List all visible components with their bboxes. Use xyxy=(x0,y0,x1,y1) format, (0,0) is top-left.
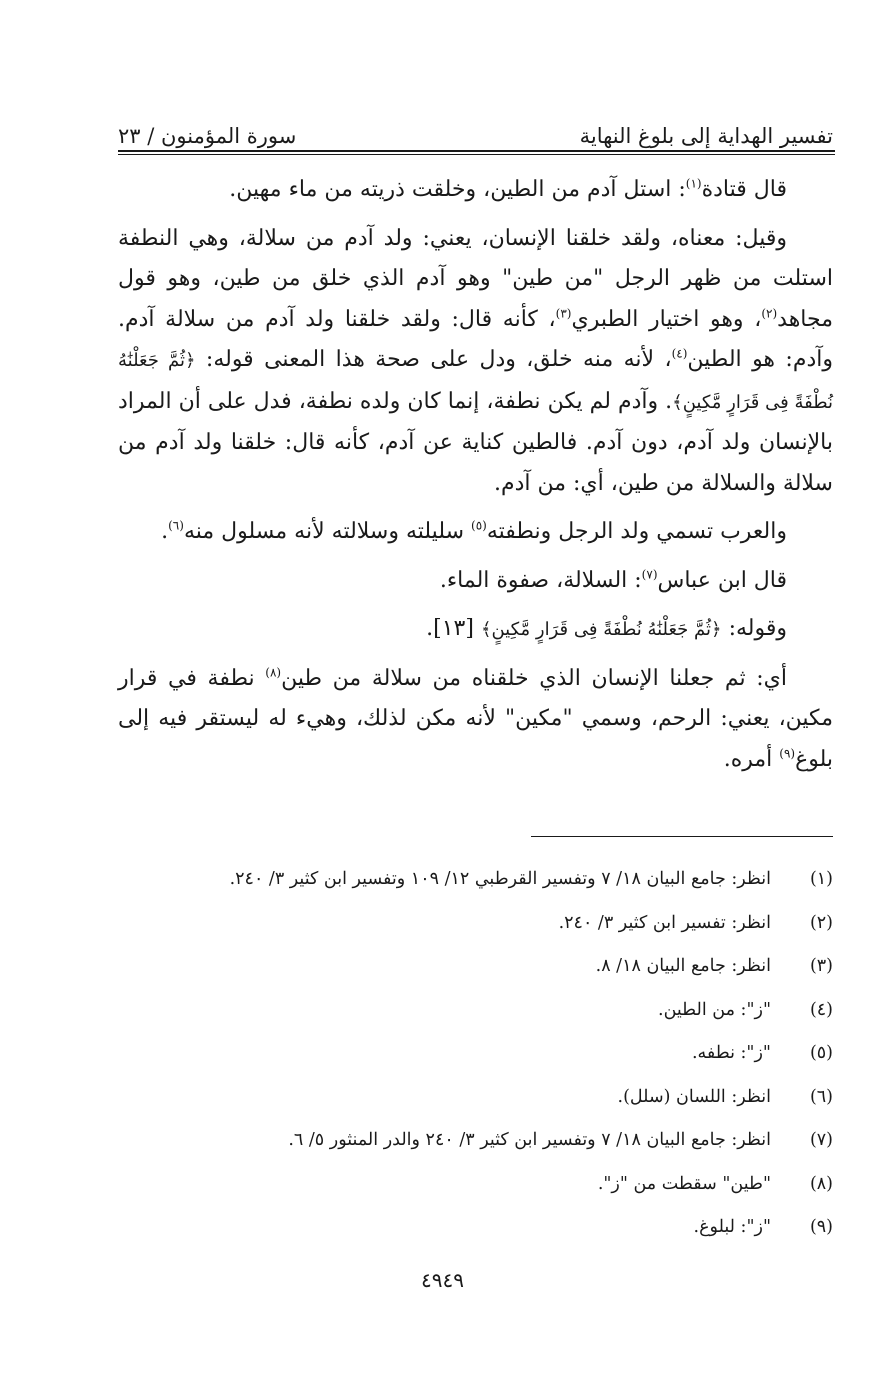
footnotes xyxy=(118,858,833,1250)
footnote-marker: (٩) xyxy=(779,746,796,761)
page-number: ٤٩٤٩ xyxy=(421,1268,464,1292)
footnote-marker: (٧) xyxy=(641,567,658,582)
surah-label: سورة المؤمنون / ٢٣ xyxy=(118,124,297,148)
footnote-text: انظر: تفسير ابن كثير ٣/ ٢٤٠. xyxy=(558,912,771,933)
footnote-number: (٣) xyxy=(809,956,833,976)
text-run: قال ابن عباس xyxy=(657,567,787,593)
footnote-number: (٥) xyxy=(809,1043,833,1063)
footnote-separator xyxy=(531,836,833,837)
text-run: ، وهو اختيار الطبري xyxy=(571,306,762,332)
footnote-item xyxy=(118,989,833,1033)
text-run: أمره. xyxy=(723,746,780,772)
text-run: قال قتادة xyxy=(701,177,787,202)
footnote-item xyxy=(118,1032,833,1076)
header-rule-thin xyxy=(118,154,835,155)
footnote-text: انظر: جامع البيان ١٨/ ٧ وتفسير القرطبي ١٢/ ١٠٩ وتفسير ابن كثير ٣/ ٢٤٠. xyxy=(229,869,771,889)
text-run: أي: ثم جعلنا الإنسان الذي خلقناه من سلالة من طين xyxy=(281,665,787,691)
footnote-text: انظر: اللسان (سلل). xyxy=(617,1086,771,1107)
footnote-marker: (١) xyxy=(685,176,702,191)
text-run: ، كأنه قال: ولقد خلقنا ولد آدم من سلالة آدم. وآدم: هو الطين xyxy=(118,306,833,372)
text-run: سليلته وسلالته لأنه مسلول منه xyxy=(183,519,472,544)
main-text xyxy=(118,170,833,780)
running-header xyxy=(118,112,833,148)
text-run: وقوله: xyxy=(721,616,787,641)
footnote-item xyxy=(118,1076,833,1120)
paragraph-qatada xyxy=(118,170,833,211)
footnote-marker: (٢) xyxy=(761,306,778,321)
footnote-marker: (٦) xyxy=(168,518,184,533)
text-run: والعرب تسمي ولد الرجل ونطفته xyxy=(486,519,787,544)
text-run: . وآدم لم يكن نطفة، إنما كان ولده نطفة، فدل على أن المراد بالإنسان ولد آدم، دون آدم. فالطين كناية عن آدم، كأنه قال: خلقنا ولد آدم من سلالة والسلالة من طين، أي: من آدم. xyxy=(118,388,833,496)
footnote-item xyxy=(118,945,833,989)
footnote-number: (٨) xyxy=(809,1173,833,1194)
text-run: . xyxy=(161,519,169,544)
footnote-number: (٢) xyxy=(809,912,833,933)
footnote-item xyxy=(118,1163,833,1207)
text-run: ، لأنه منه خلق، ودل على صحة هذا المعنى قوله: xyxy=(195,347,672,372)
footnote-marker: (٤) xyxy=(671,346,688,361)
text-run: نطفة في قرار مكين، يعني: الرحم، وسمي "مكين" لأنه مكن لذلك، وهيء له ليستقر فيه إلى بلوغ xyxy=(118,665,833,772)
text-run: : استل آدم من الطين، وخلقت ذريته من ماء مهين. xyxy=(229,177,686,202)
footnote-number: (٧) xyxy=(809,1130,833,1150)
footnote-number: (١) xyxy=(809,869,833,889)
footnote-text: انظر: جامع البيان ١٨/ ٨. xyxy=(595,956,771,976)
footnote-item xyxy=(118,902,833,946)
quran-verse: ﴿ثُمَّ جَعَلْنَٰهُ نُطْفَةً فِى قَرَارٍ مَّكِينٍ﴾ xyxy=(118,350,834,413)
footnote-item xyxy=(118,858,833,902)
footnote-item xyxy=(118,1119,833,1163)
text-run: [١٣]. xyxy=(426,616,481,641)
footnote-text: "ز": لبلوغ. xyxy=(693,1217,771,1237)
paragraph-ibn-abbas xyxy=(118,561,833,602)
paragraph-arabs xyxy=(118,512,833,553)
footnote-number: (٦) xyxy=(809,1086,833,1107)
text-run: وقيل: معناه، ولقد خلقنا الإنسان، يعني: ولد آدم من سلالة، وهي النطفة استلت من ظهر الرجل "من طين" وهو آدم الذي خلق من طين، وهو قول مجاهد xyxy=(118,225,833,332)
paragraph-qila xyxy=(118,219,833,505)
paragraph-ay xyxy=(118,659,833,781)
quran-verse: ﴿ثُمَّ جَعَلْنَٰهُ نُطْفَةً فِى قَرَارٍ مَّكِينٍ﴾ xyxy=(480,619,722,640)
book-title: تفسير الهداية إلى بلوغ النهاية xyxy=(579,124,833,148)
text-run: : السلالة، صفوة الماء. xyxy=(439,567,642,593)
footnote-item xyxy=(118,1206,833,1250)
header-rule xyxy=(118,150,835,152)
footnote-text: "ز": نطفه. xyxy=(691,1043,771,1063)
footnote-text: "ز": من الطين. xyxy=(658,999,771,1020)
footnote-number: (٩) xyxy=(809,1217,833,1237)
footnote-marker: (٨) xyxy=(265,665,282,680)
paragraph-verse xyxy=(118,609,833,651)
footnote-text: انظر: جامع البيان ١٨/ ٧ وتفسير ابن كثير ٣/ ٢٤٠ والدر المنثور ٥/ ٦. xyxy=(288,1130,771,1150)
footnote-number: (٤) xyxy=(809,999,833,1020)
footnote-marker: (٥) xyxy=(471,518,487,533)
footnote-text: "طين" سقطت من "ز". xyxy=(597,1173,771,1194)
footnote-marker: (٣) xyxy=(555,306,572,321)
